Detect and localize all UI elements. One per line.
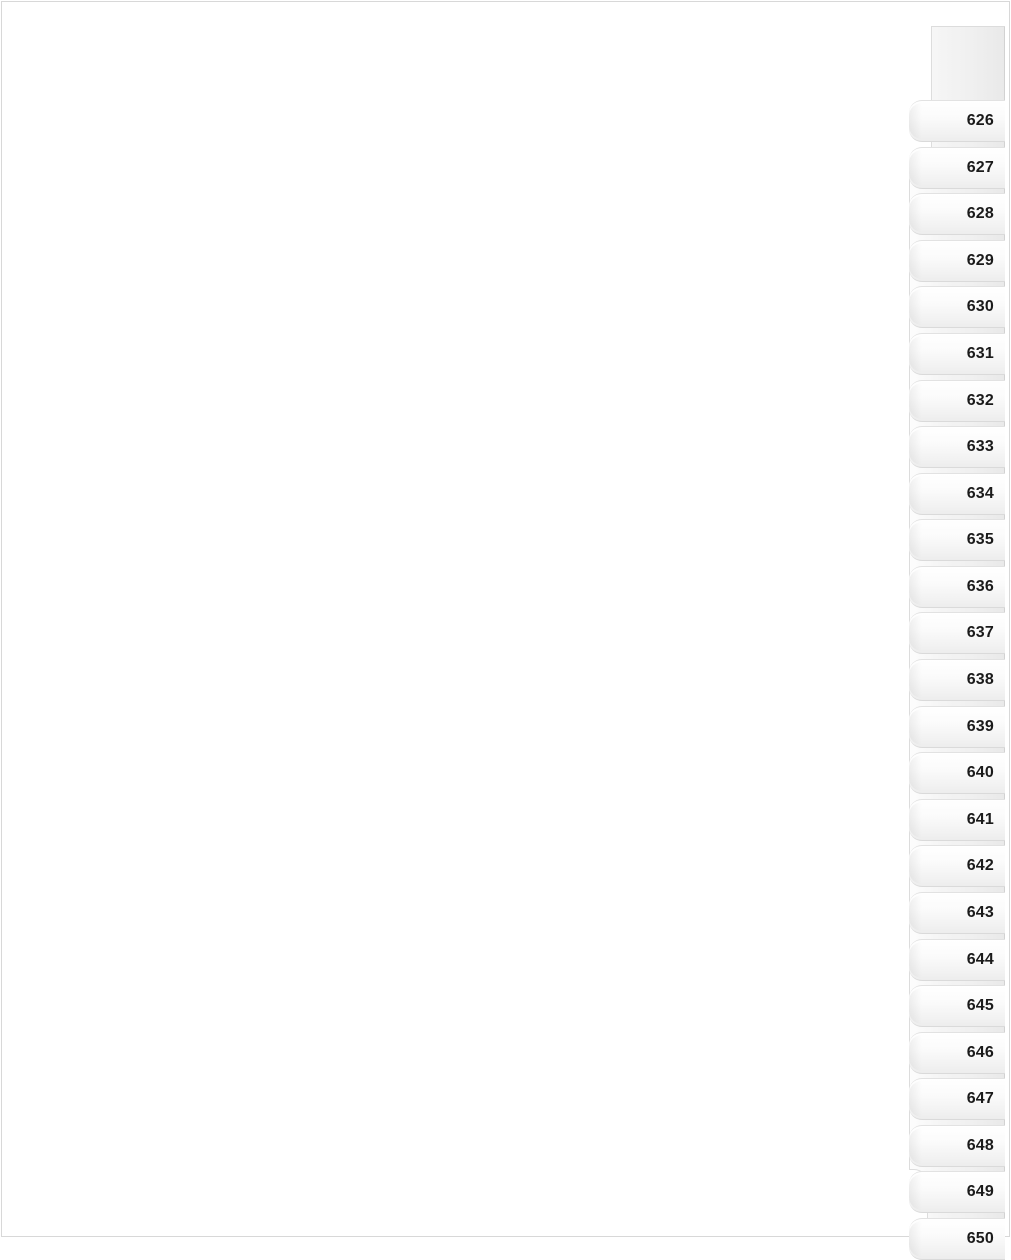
tab-637[interactable] <box>909 612 1005 654</box>
tab-650[interactable] <box>909 1218 1005 1260</box>
tab-633[interactable] <box>909 426 1005 468</box>
tab-label: 646 <box>966 1043 994 1061</box>
tab-label: 627 <box>966 158 994 176</box>
tab-626[interactable] <box>909 100 1005 142</box>
tab-label: 628 <box>966 205 994 223</box>
tab-label: 635 <box>966 531 994 549</box>
tab-label: 650 <box>966 1230 994 1247</box>
tab-label: 640 <box>966 764 994 782</box>
tab-628[interactable] <box>909 193 1005 235</box>
tab-634[interactable] <box>909 473 1005 515</box>
tab-label: 647 <box>966 1090 994 1108</box>
tab-label: 642 <box>966 857 994 875</box>
tab-636[interactable] <box>909 566 1005 608</box>
tab-631[interactable] <box>909 333 1005 375</box>
tab-635[interactable] <box>909 519 1005 561</box>
tab-642[interactable] <box>909 845 1005 887</box>
tab-label: 637 <box>966 624 994 642</box>
tab-label: 649 <box>966 1183 994 1201</box>
tab-627[interactable] <box>909 147 1005 189</box>
tab-648[interactable] <box>909 1125 1005 1167</box>
tab-643[interactable] <box>909 892 1005 934</box>
tab-632[interactable] <box>909 380 1005 422</box>
tab-label: 636 <box>966 577 994 595</box>
tab-630[interactable] <box>909 286 1005 328</box>
tab-647[interactable] <box>909 1078 1005 1120</box>
tab-646[interactable] <box>909 1032 1005 1074</box>
page-body <box>1 1 1010 1237</box>
tab-639[interactable] <box>909 706 1005 748</box>
tab-label: 641 <box>966 810 994 828</box>
tab-label: 633 <box>966 438 994 456</box>
tab-649[interactable] <box>909 1171 1005 1213</box>
tab-629[interactable] <box>909 240 1005 282</box>
tab-label: 645 <box>966 997 994 1015</box>
tab-label: 643 <box>966 903 994 921</box>
tab-label: 626 <box>966 112 994 129</box>
tab-label: 648 <box>966 1136 994 1154</box>
tab-list <box>909 26 1005 1247</box>
tab-label: 634 <box>966 484 994 502</box>
tab-strip <box>909 26 1005 1247</box>
tab-label: 639 <box>966 717 994 735</box>
tab-638[interactable] <box>909 659 1005 701</box>
tab-label: 631 <box>966 344 994 362</box>
tab-641[interactable] <box>909 799 1005 841</box>
tab-645[interactable] <box>909 985 1005 1027</box>
tab-label: 630 <box>966 298 994 316</box>
tab-640[interactable] <box>909 752 1005 794</box>
tab-label: 629 <box>966 251 994 269</box>
tab-label: 638 <box>966 671 994 688</box>
tab-label: 644 <box>966 950 994 968</box>
tab-644[interactable] <box>909 939 1005 981</box>
tab-label: 632 <box>966 391 994 409</box>
